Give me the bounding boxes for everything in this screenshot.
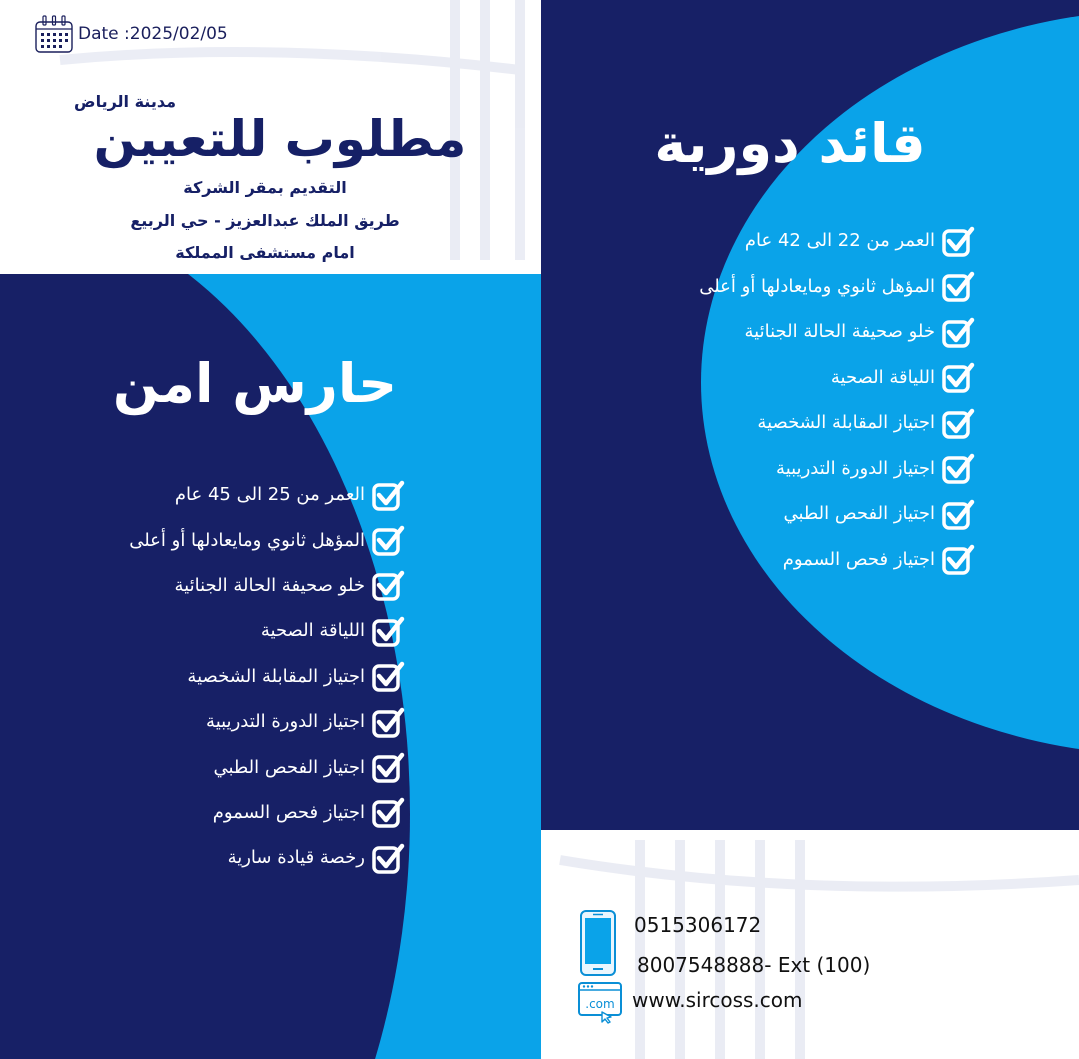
requirement-item	[10, 563, 405, 608]
requirement-item	[600, 309, 975, 355]
checkbox-check-icon	[941, 406, 975, 440]
checkbox-check-icon	[371, 795, 405, 829]
mobile-phone-icon	[578, 910, 618, 976]
requirement-text: رخصة قيادة سارية	[227, 847, 365, 869]
requirement-text: اجتياز فحص السموم	[782, 548, 935, 570]
checkbox-check-icon	[371, 659, 405, 693]
checkbox-check-icon	[941, 451, 975, 485]
website-link[interactable]: www.sircoss.com	[632, 988, 803, 1012]
checkbox-check-icon	[371, 841, 405, 875]
checkbox-check-icon	[371, 523, 405, 557]
browser-window-icon	[578, 982, 624, 1024]
patrol-leader-requirements	[600, 218, 975, 582]
patrol-leader-title: قائد دورية	[654, 112, 926, 175]
checkbox-check-icon	[941, 497, 975, 531]
requirement-text: العمر من 22 الى 42 عام	[744, 230, 935, 252]
requirement-text: خلو صحيفة الحالة الجنائية	[174, 574, 365, 596]
requirement-text: اجتياز الفحص الطبي	[213, 756, 365, 778]
requirement-item	[600, 491, 975, 537]
checkbox-check-icon	[941, 360, 975, 394]
checkbox-check-icon	[371, 614, 405, 648]
phone-number-2[interactable]: 8007548888- Ext (100)	[637, 953, 871, 977]
requirement-text: اجتياز المقابلة الشخصية	[187, 665, 365, 687]
address-line-2: طريق الملك عبدالعزيز - حي الربيع	[130, 211, 400, 230]
requirement-item	[600, 218, 975, 264]
address-line-3: امام مستشفى المملكة	[175, 243, 355, 262]
requirement-item	[10, 699, 405, 744]
requirement-text: اجتياز الفحص الطبي	[783, 503, 935, 525]
checkbox-check-icon	[371, 568, 405, 602]
requirement-item	[600, 355, 975, 401]
requirement-text: المؤهل ثانوي ومايعادلها أو أعلى	[699, 275, 935, 297]
headline: مطلوب للتعيين	[93, 110, 467, 168]
checkbox-check-icon	[371, 705, 405, 739]
requirement-item	[10, 835, 405, 880]
requirement-item	[10, 790, 405, 835]
web-icon-label: .com	[585, 997, 615, 1011]
checkbox-check-icon	[371, 750, 405, 784]
requirement-item	[600, 537, 975, 583]
checkbox-check-icon	[941, 269, 975, 303]
requirement-text: اجتياز المقابلة الشخصية	[757, 412, 935, 434]
requirement-item	[10, 654, 405, 699]
checkbox-check-icon	[371, 478, 405, 512]
security-guard-requirements	[10, 472, 405, 881]
requirement-text: اللياقة الصحية	[830, 366, 935, 388]
checkbox-check-icon	[941, 224, 975, 258]
security-guard-title: حارس امن	[112, 352, 398, 415]
requirement-text: اجتياز الدورة التدريبية	[206, 711, 365, 733]
checkbox-check-icon	[941, 315, 975, 349]
address-line-1: التقديم بمقر الشركة	[183, 178, 347, 197]
requirement-item	[600, 264, 975, 310]
date-row	[34, 14, 228, 54]
requirement-item	[10, 472, 405, 517]
checkbox-check-icon	[941, 542, 975, 576]
requirement-text: اجتياز فحص السموم	[212, 801, 365, 823]
requirement-item	[10, 517, 405, 562]
requirement-text: خلو صحيفة الحالة الجنائية	[744, 321, 935, 343]
requirement-text: المؤهل ثانوي ومايعادلها أو أعلى	[129, 529, 365, 551]
requirement-text: اجتياز الدورة التدريبية	[776, 457, 935, 479]
city-label: مدينة الرياض	[74, 92, 176, 111]
phone-number-1[interactable]: 0515306172	[634, 913, 762, 937]
requirement-item	[600, 400, 975, 446]
requirement-text: العمر من 25 الى 45 عام	[174, 484, 365, 506]
requirement-item	[10, 608, 405, 653]
calendar-icon	[34, 14, 74, 54]
requirement-item	[600, 446, 975, 492]
date-label: Date :2025/02/05	[78, 24, 228, 44]
requirement-item	[10, 744, 405, 789]
requirement-text: اللياقة الصحية	[260, 620, 365, 642]
